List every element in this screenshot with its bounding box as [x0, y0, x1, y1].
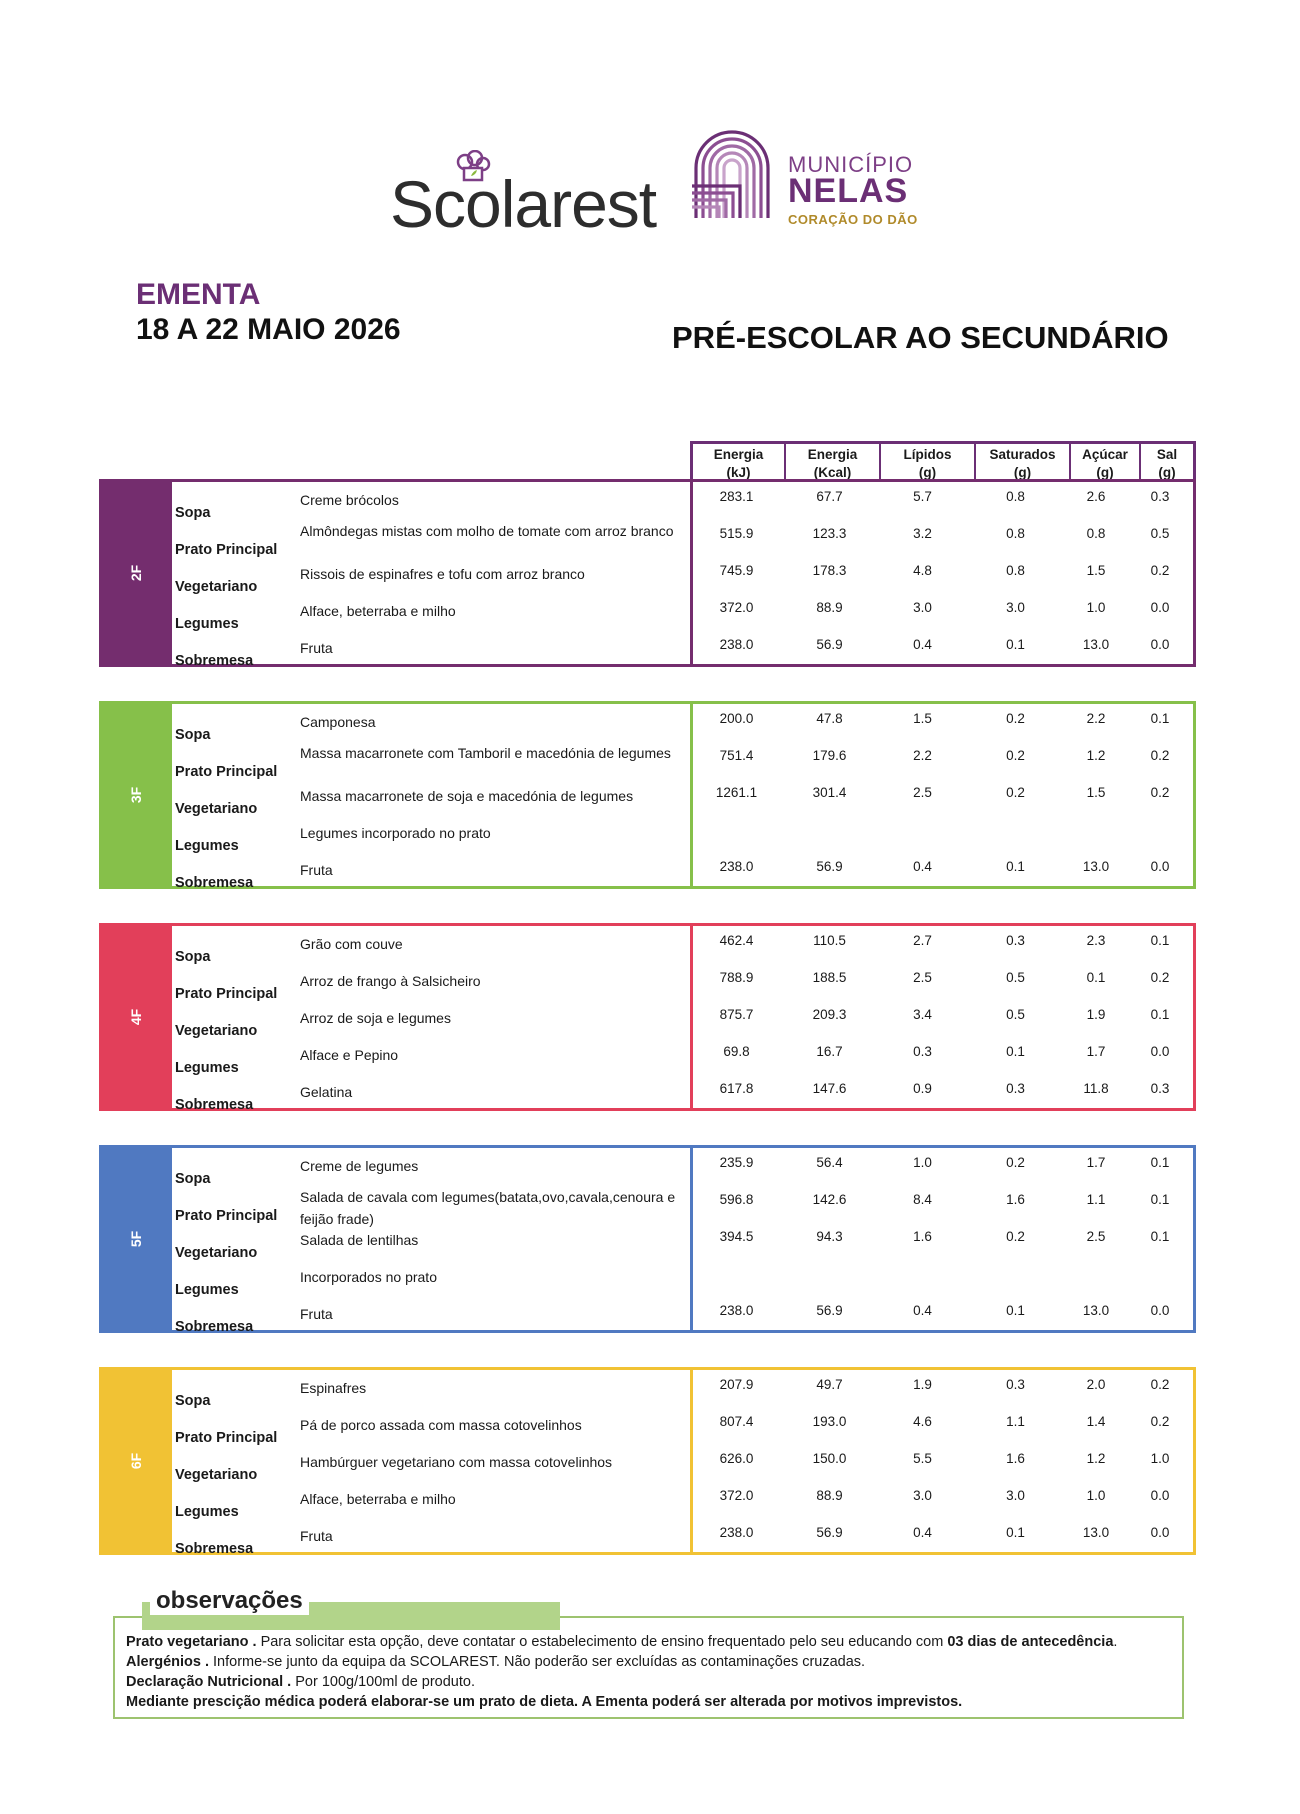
nutrient-values [690, 711, 1196, 726]
dish-name: Gelatina [300, 1084, 353, 1100]
dish-name: Fruta [300, 1306, 333, 1322]
observations-text [126, 1632, 1176, 1712]
value-saturated: 0.3 [1006, 1081, 1025, 1096]
value-energy-kj: 515.9 [719, 526, 754, 541]
value-salt: 0.0 [1150, 1525, 1170, 1540]
dish-name: Espinafres [300, 1380, 367, 1396]
value-sugar: 1.7 [1086, 1044, 1106, 1059]
category-label: Legumes [175, 838, 239, 854]
day-band [99, 1145, 172, 1333]
value-energy-kj: 394.5 [719, 1229, 754, 1244]
value-saturated: 1.6 [1006, 1451, 1025, 1466]
value-energy-kcal: 179.6 [812, 748, 847, 763]
value-salt: 0.2 [1150, 785, 1170, 800]
menu-row [172, 1073, 1196, 1113]
dish-name: Camponesa [300, 714, 376, 730]
value-saturated: 0.2 [1006, 1229, 1025, 1244]
nelas-emblem-icon [690, 126, 785, 221]
nutrient-values [690, 1303, 1196, 1318]
menu-row [172, 1517, 1196, 1557]
value-salt: 0.2 [1150, 563, 1170, 578]
value-sugar: 1.4 [1086, 1414, 1106, 1429]
value-salt: 1.0 [1150, 1451, 1170, 1466]
day-band [99, 479, 172, 667]
obs-text: Para solicitar esta opção, deve contatar o estabelecimento de ensino frequentado pelo seu educando com [256, 1634, 948, 1650]
value-sugar: 0.8 [1086, 526, 1106, 541]
day-label: 2F [127, 564, 144, 582]
value-sugar: 1.5 [1086, 785, 1106, 800]
value-saturated: 3.0 [1006, 600, 1025, 615]
value-energy-kj: 617.8 [719, 1081, 754, 1096]
value-lipids: 5.5 [913, 1451, 932, 1466]
menu-row [172, 703, 1196, 743]
obs-bold: Alergénios . [126, 1654, 209, 1670]
header-unit: (g) [1096, 465, 1114, 480]
value-saturated: 0.1 [1006, 859, 1025, 874]
menu-row [172, 1184, 1196, 1227]
value-salt: 0.0 [1150, 1303, 1170, 1318]
value-sugar: 13.0 [1082, 637, 1110, 652]
value-energy-kcal: 123.3 [812, 526, 847, 541]
day-label: 5F [127, 1230, 144, 1248]
value-salt: 0.0 [1150, 600, 1170, 615]
category-label: Sopa [175, 949, 211, 965]
category-label: Legumes [175, 1282, 239, 1298]
value-energy-kj: 596.8 [719, 1192, 754, 1207]
municipio-nelas-logo [690, 126, 920, 226]
value-energy-kcal: 301.4 [812, 785, 847, 800]
header-label: Energia [713, 447, 764, 462]
value-salt: 0.1 [1150, 711, 1170, 726]
value-saturated: 0.8 [1006, 489, 1025, 504]
menu-row [172, 1147, 1196, 1187]
nelas-text: NELAS [788, 172, 909, 210]
obs-text: Por 100g/100ml de produto. [291, 1674, 475, 1690]
nutrient-values [690, 489, 1196, 504]
header-unit: (g) [918, 465, 937, 480]
dish-name: Grão com couve [300, 936, 403, 952]
value-sugar: 11.8 [1083, 1081, 1109, 1096]
value-energy-kcal: 56.9 [816, 1525, 843, 1540]
scolarest-logo [390, 150, 670, 241]
menu-row [172, 592, 1196, 632]
ementa-title: EMENTA [136, 278, 261, 311]
menu-row [172, 1258, 1196, 1298]
menu-row [172, 851, 1196, 891]
header-label: Lípidos [903, 447, 952, 462]
header-unit: (g) [1158, 465, 1176, 480]
category-label: Vegetariano [175, 1467, 258, 1483]
menu-row [172, 1406, 1196, 1446]
value-energy-kcal: 209.3 [812, 1007, 847, 1022]
value-saturated: 0.2 [1006, 1155, 1025, 1170]
value-lipids: 3.0 [913, 1488, 932, 1503]
dish-name: Arroz de soja e legumes [300, 1010, 451, 1026]
nutrient-values [690, 748, 1196, 763]
obs-line-diet [126, 1692, 1176, 1712]
value-energy-kj: 807.4 [719, 1414, 754, 1429]
value-sugar: 1.2 [1086, 1451, 1106, 1466]
value-salt: 0.2 [1150, 1377, 1170, 1392]
dish-name: Creme de legumes [300, 1158, 419, 1174]
value-lipids: 0.4 [913, 859, 932, 874]
nutrient-values [690, 1377, 1196, 1392]
dish-name: Arroz de frango à Salsicheiro [300, 973, 481, 989]
dish-name: Alface, beterraba e milho [300, 603, 456, 619]
value-salt: 0.2 [1150, 1414, 1170, 1429]
nutrient-values [690, 785, 1196, 800]
value-saturated: 0.2 [1006, 748, 1025, 763]
value-lipids: 1.0 [913, 1155, 932, 1170]
value-energy-kcal: 88.9 [816, 600, 843, 615]
value-energy-kj: 235.9 [719, 1155, 754, 1170]
day-block-4f [99, 923, 1196, 1111]
nutrient-values [690, 1192, 1196, 1207]
value-energy-kj: 238.0 [719, 1525, 754, 1540]
menu-row [172, 518, 1196, 558]
category-label: Prato Principal [175, 1208, 278, 1224]
nutrient-values [690, 1525, 1196, 1540]
dish-name: Salada de cavala com legumes(batata,ovo,cavala,cenoura e feijão frade) [300, 1189, 676, 1227]
value-energy-kj: 238.0 [719, 859, 754, 874]
category-label: Legumes [175, 616, 239, 632]
value-saturated: 0.5 [1006, 1007, 1025, 1022]
school-level-title: PRÉ-ESCOLAR AO SECUNDÁRIO [672, 320, 1169, 355]
dish-name: Massa macarronete de soja e macedónia de legumes [300, 788, 634, 804]
nutrient-header-lipids [879, 444, 974, 481]
value-sugar: 1.7 [1086, 1155, 1106, 1170]
header-unit: (kJ) [726, 465, 751, 480]
nutrient-values [690, 1488, 1196, 1503]
menu-row [172, 1036, 1196, 1076]
nutrient-values [690, 600, 1196, 615]
category-label: Sopa [175, 727, 211, 743]
menu-row [172, 740, 1196, 780]
value-energy-kj: 751.4 [719, 748, 754, 763]
value-sugar: 2.3 [1086, 933, 1106, 948]
value-saturated: 0.1 [1006, 1303, 1025, 1318]
nutrient-values [690, 970, 1196, 985]
value-energy-kcal: 94.3 [816, 1229, 843, 1244]
nutrient-values [690, 1229, 1196, 1244]
dish-name: Fruta [300, 640, 333, 656]
value-energy-kcal: 110.5 [813, 933, 846, 948]
value-sugar: 1.0 [1086, 1488, 1106, 1503]
obs-bold: Declaração Nutricional . [126, 1674, 292, 1690]
category-label: Vegetariano [175, 579, 258, 595]
nutrient-values [690, 637, 1196, 652]
nutrient-header-sugar [1069, 444, 1139, 481]
nutrient-values [690, 1007, 1196, 1022]
logo-area [0, 120, 1300, 241]
menu-row [172, 999, 1196, 1039]
dish-name: Hambúrguer vegetariano com massa cotovelinhos [300, 1454, 613, 1470]
value-salt: 0.1 [1150, 1007, 1170, 1022]
nutrient-values [690, 1414, 1196, 1429]
category-label: Legumes [175, 1060, 239, 1076]
value-lipids: 0.4 [913, 637, 932, 652]
value-lipids: 2.7 [913, 933, 932, 948]
category-label: Sobremesa [175, 653, 254, 669]
header-label: Açúcar [1082, 447, 1128, 462]
value-lipids: 3.4 [913, 1007, 932, 1022]
value-energy-kcal: 16.7 [816, 1044, 843, 1059]
value-salt: 0.1 [1150, 1192, 1170, 1207]
value-salt: 0.1 [1150, 1229, 1170, 1244]
value-saturated: 0.8 [1006, 563, 1025, 578]
dish-name: Massa macarronete com Tamboril e macedónia de legumes [300, 745, 671, 761]
value-lipids: 0.3 [913, 1044, 932, 1059]
nutrient-values [690, 1155, 1196, 1170]
value-sugar: 13.0 [1082, 859, 1110, 874]
value-lipids: 0.4 [913, 1525, 932, 1540]
value-sugar: 1.5 [1086, 563, 1106, 578]
menu-row [172, 925, 1196, 965]
value-energy-kj: 200.0 [719, 711, 754, 726]
nutrient-values [690, 1451, 1196, 1466]
value-energy-kcal: 178.3 [812, 563, 847, 578]
menu-row [172, 1369, 1196, 1409]
scolarest-wordmark: Scolarest [390, 167, 657, 241]
value-lipids: 2.2 [913, 748, 932, 763]
value-energy-kcal: 56.4 [816, 1155, 843, 1170]
value-salt: 0.5 [1150, 526, 1170, 541]
obs-bold: 03 dias de antecedência [947, 1634, 1114, 1650]
menu-row [172, 1221, 1196, 1261]
value-energy-kj: 745.9 [719, 563, 754, 578]
category-label: Sobremesa [175, 875, 254, 891]
value-sugar: 2.5 [1086, 1229, 1106, 1244]
category-label: Vegetariano [175, 801, 258, 817]
menu-row [172, 1480, 1196, 1520]
menu-row [172, 962, 1196, 1002]
value-energy-kcal: 188.5 [812, 970, 847, 985]
category-label: Sopa [175, 1393, 211, 1409]
category-label: Sobremesa [175, 1097, 254, 1113]
obs-line-vegetarian [126, 1632, 1176, 1652]
obs-bold: Prato vegetariano . [126, 1634, 257, 1650]
value-energy-kj: 283.1 [719, 489, 754, 504]
obs-text: . [1113, 1634, 1118, 1650]
value-energy-kcal: 147.6 [812, 1081, 847, 1096]
value-lipids: 4.6 [913, 1414, 932, 1429]
day-label: 4F [127, 1008, 144, 1026]
value-salt: 0.3 [1150, 489, 1170, 504]
value-energy-kj: 238.0 [719, 637, 754, 652]
value-sugar: 1.9 [1086, 1007, 1106, 1022]
menu-row [172, 1443, 1196, 1483]
value-energy-kj: 788.9 [719, 970, 754, 985]
value-energy-kcal: 67.7 [816, 489, 843, 504]
day-band [99, 923, 172, 1111]
value-energy-kj: 462.4 [719, 933, 754, 948]
nutrient-header-saturated [974, 444, 1069, 481]
value-energy-kcal: 150.0 [812, 1451, 847, 1466]
value-salt: 0.2 [1150, 748, 1170, 763]
value-salt: 0.0 [1150, 1488, 1170, 1503]
dish-name: Incorporados no prato [300, 1269, 437, 1285]
category-label: Sopa [175, 1171, 211, 1187]
day-block-6f [99, 1367, 1196, 1555]
coracao-do-dao-text: CORAÇÃO DO DÃO [788, 212, 918, 227]
value-energy-kj: 207.9 [719, 1377, 754, 1392]
value-energy-kcal: 56.9 [816, 637, 843, 652]
value-salt: 0.0 [1150, 859, 1170, 874]
value-energy-kcal: 47.8 [816, 711, 843, 726]
category-label: Sopa [175, 505, 211, 521]
value-energy-kcal: 56.9 [816, 1303, 843, 1318]
nutrient-header-energy-kj [693, 444, 784, 481]
dish-name: Fruta [300, 862, 333, 878]
nutrient-values [690, 933, 1196, 948]
value-energy-kj: 69.8 [723, 1044, 750, 1059]
dish-name: Fruta [300, 1528, 333, 1544]
day-band [99, 701, 172, 889]
nutrient-header-salt [1139, 444, 1193, 481]
observations-title: observações [150, 1587, 309, 1615]
week-dates: 18 A 22 MAIO 2026 [136, 313, 401, 346]
value-salt: 0.0 [1150, 637, 1170, 652]
value-energy-kcal: 142.6 [812, 1192, 847, 1207]
nutrient-header [690, 441, 1196, 481]
value-saturated: 0.2 [1006, 785, 1025, 800]
category-label: Vegetariano [175, 1245, 258, 1261]
value-sugar: 2.6 [1086, 489, 1106, 504]
value-sugar: 1.2 [1086, 748, 1106, 763]
menu-row [172, 814, 1196, 854]
value-salt: 0.1 [1150, 933, 1170, 948]
dish-name: Rissois de espinafres e tofu com arroz branco [300, 566, 585, 582]
dish-name: Salada de lentilhas [300, 1232, 419, 1248]
value-lipids: 0.4 [913, 1303, 932, 1318]
header-label: Sal [1156, 447, 1178, 462]
value-lipids: 0.9 [913, 1081, 932, 1096]
value-energy-kj: 238.0 [719, 1303, 754, 1318]
value-lipids: 3.0 [913, 600, 932, 615]
value-sugar: 13.0 [1082, 1303, 1110, 1318]
value-sugar: 2.2 [1086, 711, 1106, 726]
value-sugar: 13.0 [1082, 1525, 1110, 1540]
value-lipids: 4.8 [913, 563, 932, 578]
day-band [99, 1367, 172, 1555]
category-label: Prato Principal [175, 764, 278, 780]
header-unit: (Kcal) [813, 465, 852, 480]
header-label: Saturados [989, 447, 1056, 462]
day-block-2f [99, 479, 1196, 667]
value-salt: 0.0 [1150, 1044, 1170, 1059]
menu-row [172, 481, 1196, 521]
header-label: Energia [807, 447, 858, 462]
menu-row [172, 777, 1196, 817]
nutrient-values [690, 1044, 1196, 1059]
value-sugar: 1.1 [1086, 1192, 1106, 1207]
value-lipids: 1.5 [913, 711, 932, 726]
category-label: Prato Principal [175, 1430, 278, 1446]
category-label: Vegetariano [175, 1023, 258, 1039]
municipio-text: MUNICÍPIO [788, 152, 914, 177]
category-label: Prato Principal [175, 986, 278, 1002]
value-lipids: 3.2 [913, 526, 932, 541]
value-energy-kcal: 56.9 [816, 859, 843, 874]
value-lipids: 1.6 [913, 1229, 932, 1244]
category-label: Sobremesa [175, 1541, 254, 1557]
menu-row [172, 629, 1196, 669]
dish-name: Alface, beterraba e milho [300, 1491, 456, 1507]
category-label: Legumes [175, 1504, 239, 1520]
nutrient-values [690, 859, 1196, 874]
value-sugar: 1.0 [1086, 600, 1106, 615]
value-sugar: 2.0 [1086, 1377, 1106, 1392]
value-salt: 0.1 [1150, 1155, 1170, 1170]
value-saturated: 0.3 [1006, 1377, 1025, 1392]
category-label: Sobremesa [175, 1319, 254, 1335]
dish-name: Almôndegas mistas com molho de tomate com arroz branco [300, 523, 674, 539]
day-block-5f [99, 1145, 1196, 1333]
value-saturated: 3.0 [1006, 1488, 1025, 1503]
value-saturated: 0.1 [1006, 637, 1025, 652]
value-sugar: 0.1 [1086, 970, 1106, 985]
nutrient-values [690, 1081, 1196, 1096]
value-saturated: 0.5 [1006, 970, 1025, 985]
menu-row [172, 555, 1196, 595]
nutrient-values [690, 563, 1196, 578]
dish-name: Alface e Pepino [300, 1047, 399, 1063]
value-energy-kcal: 49.7 [816, 1377, 843, 1392]
value-saturated: 1.1 [1006, 1414, 1025, 1429]
value-saturated: 0.1 [1006, 1525, 1025, 1540]
value-energy-kj: 1261.1 [715, 785, 758, 800]
dish-name: Pá de porco assada com massa cotovelinhos [300, 1417, 582, 1433]
day-block-3f [99, 701, 1196, 889]
value-lipids: 1.9 [913, 1377, 932, 1392]
value-salt: 0.2 [1150, 970, 1170, 985]
value-lipids: 2.5 [913, 970, 932, 985]
value-saturated: 1.6 [1006, 1192, 1025, 1207]
value-saturated: 0.2 [1006, 711, 1025, 726]
category-label: Prato Principal [175, 542, 278, 558]
value-lipids: 5.7 [913, 489, 932, 504]
nutrient-header-energy-kcal [784, 444, 879, 481]
nutrient-values [690, 526, 1196, 541]
dish-name: Legumes incorporado no prato [300, 825, 491, 841]
value-saturated: 0.1 [1006, 1044, 1025, 1059]
value-energy-kj: 875.7 [719, 1007, 754, 1022]
day-label: 3F [127, 786, 144, 804]
value-salt: 0.3 [1150, 1081, 1170, 1096]
value-lipids: 8.4 [913, 1192, 932, 1207]
value-saturated: 0.8 [1006, 526, 1025, 541]
obs-bold: Mediante prescição médica poderá elaborar-se um prato de dieta. A Ementa poderá ser alterada por motivos imprevistos. [126, 1694, 963, 1710]
value-lipids: 2.5 [913, 785, 932, 800]
menu-row [172, 1295, 1196, 1335]
dish-name: Creme brócolos [300, 492, 399, 508]
day-label: 6F [127, 1452, 144, 1470]
value-energy-kj: 626.0 [719, 1451, 754, 1466]
value-energy-kj: 372.0 [719, 1488, 754, 1503]
value-energy-kcal: 88.9 [816, 1488, 843, 1503]
value-energy-kcal: 193.0 [812, 1414, 847, 1429]
obs-text: Informe-se junto da equipa da SCOLAREST. Não poderão ser excluídas as contaminações cruzadas. [209, 1654, 866, 1670]
header-unit: (g) [1013, 465, 1032, 480]
value-saturated: 0.3 [1006, 933, 1025, 948]
obs-line-allergens [126, 1652, 1176, 1672]
obs-line-nutrition [126, 1672, 1176, 1692]
value-energy-kj: 372.0 [719, 600, 754, 615]
